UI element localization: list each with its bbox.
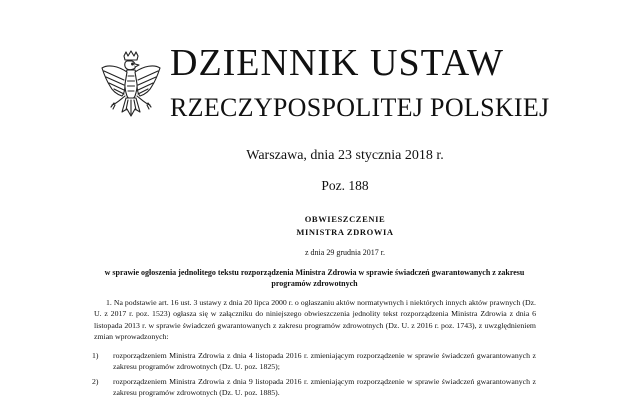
publication-place-date: Warszawa, dnia 23 stycznia 2018 r.: [246, 148, 444, 163]
position-number: Poz. 188: [321, 178, 369, 193]
list-item-number: 2): [92, 377, 99, 386]
list-item: [92, 350, 536, 373]
list-item-number: 1): [92, 351, 99, 360]
issuing-authority: MINISTRA ZDROWIA: [296, 227, 394, 237]
act-subject: w sprawie ogłoszenia jednolitego tekstu rozporządzenia Ministra Zdrowia w sprawie świadczeń gwarantowanych z zakresu programów zdrowotnych: [104, 268, 525, 288]
gazette-title: DZIENNIK USTAW: [170, 42, 505, 84]
polish-eagle-icon: [100, 50, 162, 126]
act-type: OBWIESZCZENIE: [304, 214, 386, 224]
list-item-text: rozporządzeniem Ministra Zdrowia z dnia 4 listopada 2016 r. zmieniającym rozporządzenie w sprawie świadczeń gwarantowanych z zakresu programów zdrowotnych (Dz. U. poz. 1825);: [113, 351, 536, 372]
list-item: [92, 376, 536, 399]
list-item-text: rozporządzeniem Ministra Zdrowia z dnia 9 listopada 2016 r. zmieniającym rozporządzenie w sprawie świadczeń gwarantowanych z zakresu programów zdrowotnych (Dz. U. poz. 1885).: [113, 377, 536, 398]
body-paragraph: 1. Na podstawie art. 16 ust. 3 ustawy z dnia 20 lipca 2000 r. o ogłaszaniu aktów normatywnych i niektórych innych aktów prawnych (Dz. U. z 2017 r. poz. 1523) ogłasza się w załączniku do niniejszego obwieszczenia jednolity tekst rozporządzenia Ministra Zdrowia z dnia 6 listopada 2013 r. w sprawie świadczeń gwarantowanych z zakresu programów zdrowotnych (Dz. U. z 2016 r. poz. 1743), z uwzględnieniem zmian wprowadzonych:: [94, 298, 536, 341]
gazette-subtitle: RZECZYPOSPOLITEJ POLSKIEJ: [170, 93, 550, 122]
act-date: z dnia 29 grudnia 2017 r.: [305, 248, 385, 257]
